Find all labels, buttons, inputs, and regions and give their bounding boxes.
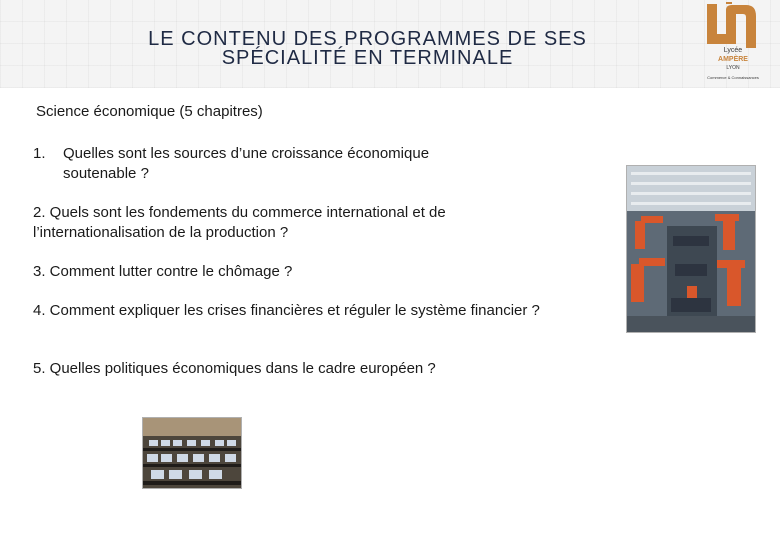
list-item: 5. Quelles politiques économiques dans le cadre européen ? [33,360,436,377]
list-item: 4. Comment expliquer les crises financières et réguler le système financier ? [33,302,540,319]
page-title-line1: LE CONTENU DES PROGRAMMES DE SES [148,28,587,50]
logo-line2: AMPÈRE [718,56,748,63]
lycee-ampere-logo-mark [702,2,762,50]
list-item-text: Quelles sont les sources d’une croissance économique soutenable ? [63,145,430,182]
factory-robots-photo [626,165,756,333]
trading-room-photo [142,417,242,489]
list-item: 3. Comment lutter contre le chômage ? [33,263,293,280]
list-item [33,144,503,183]
logo-tagline: Commerce & Connaissances [707,75,759,80]
list-item: 2. Quels sont les fondements du commerce international et de l’internationalisation de la production ? [33,204,446,241]
lycee-ampere-logo [700,2,766,86]
page-title-line2: SPÉCIALITÉ EN TERMINALE [221,47,514,69]
logo-line3: LYON [726,65,740,71]
logo-line1: Lycée [723,47,743,54]
list-item-number: 1. [33,145,46,162]
section-subtitle: Science économique (5 chapitres) [36,103,263,120]
